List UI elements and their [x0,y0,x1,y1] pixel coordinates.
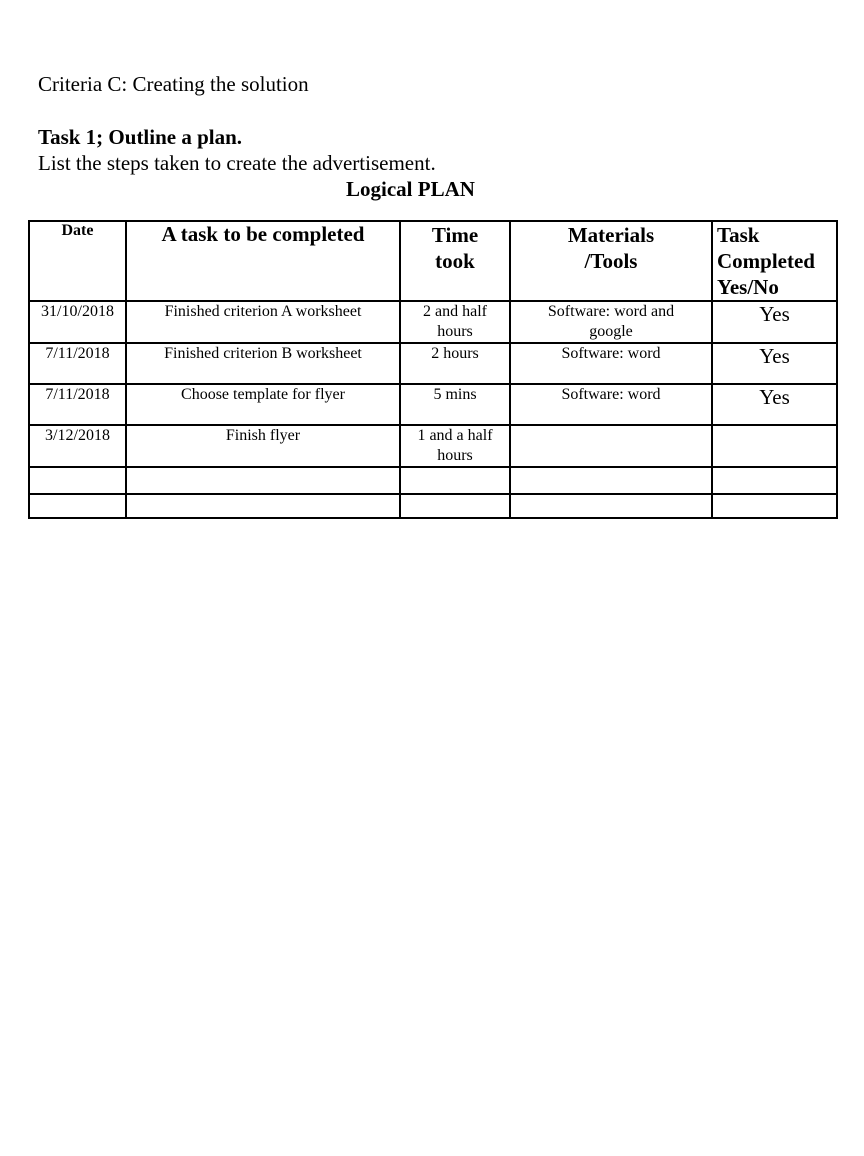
cell-completed: Yes [712,384,837,425]
cell-time [400,343,510,384]
plan-title: Logical PLAN [346,177,475,201]
header-task: A task to be completed [126,221,400,301]
cell-task: Finished criterion A worksheet [126,301,400,343]
cell-time [400,425,510,467]
cell-empty [510,467,712,494]
table-row-empty [29,494,837,518]
cell-materials [510,343,712,384]
cell-materials [510,384,712,425]
cell-empty [400,494,510,518]
cell-date: 3/12/2018 [29,425,126,467]
cell-date: 31/10/2018 [29,301,126,343]
cell-task: Finished criterion B worksheet [126,343,400,384]
header-time-line2: took [435,249,475,273]
cell-materials [510,301,712,343]
cell-completed: Yes [712,343,837,384]
cell-materials-line1: Software: word and [547,303,675,320]
cell-empty [510,494,712,518]
header-task-completed [712,221,837,301]
header-materials-line1: Materials [567,223,655,247]
cell-materials-line1: Software: word [561,386,661,403]
table-row [29,384,837,425]
document-heading: Criteria C: Creating the solution [38,72,309,96]
cell-task: Finish flyer [126,425,400,467]
cell-time-line1: 5 mins [433,386,477,403]
header-materials-line2: /Tools [584,249,638,273]
table-row-empty [29,467,837,494]
cell-date: 7/11/2018 [29,343,126,384]
cell-time-line1: 2 and half [423,303,487,320]
cell-empty [126,467,400,494]
header-time-took [400,221,510,301]
task-instruction: List the steps taken to create the advertisement. [38,151,436,175]
header-date: Date [29,221,126,301]
header-completed-line2: Completed [717,249,815,273]
header-time-line1: Time [431,223,479,247]
task-title: Task 1; Outline a plan. [38,125,243,149]
cell-time-line2: hours [437,323,473,340]
cell-empty [400,467,510,494]
cell-empty [712,494,837,518]
cell-materials-line1: Software: word [561,345,661,362]
cell-time [400,384,510,425]
cell-task: Choose template for flyer [126,384,400,425]
header-completed-line3: Yes/No [717,275,779,299]
header-completed-line1: Task [717,223,760,247]
cell-empty [712,467,837,494]
header-materials-tools [510,221,712,301]
table-row [29,425,837,467]
logical-plan-table [28,220,838,519]
cell-time-line2: hours [437,447,473,464]
cell-materials [510,425,712,467]
cell-empty [29,467,126,494]
cell-completed: Yes [712,301,837,343]
table-header-row [29,221,837,301]
cell-time-line1: 2 hours [431,345,479,362]
cell-empty [29,494,126,518]
cell-empty [126,494,400,518]
table-row [29,301,837,343]
cell-date: 7/11/2018 [29,384,126,425]
cell-time [400,301,510,343]
cell-completed [712,425,837,467]
cell-time-line1: 1 and a half [417,427,493,444]
table-row [29,343,837,384]
cell-materials-line2: google [589,323,633,340]
